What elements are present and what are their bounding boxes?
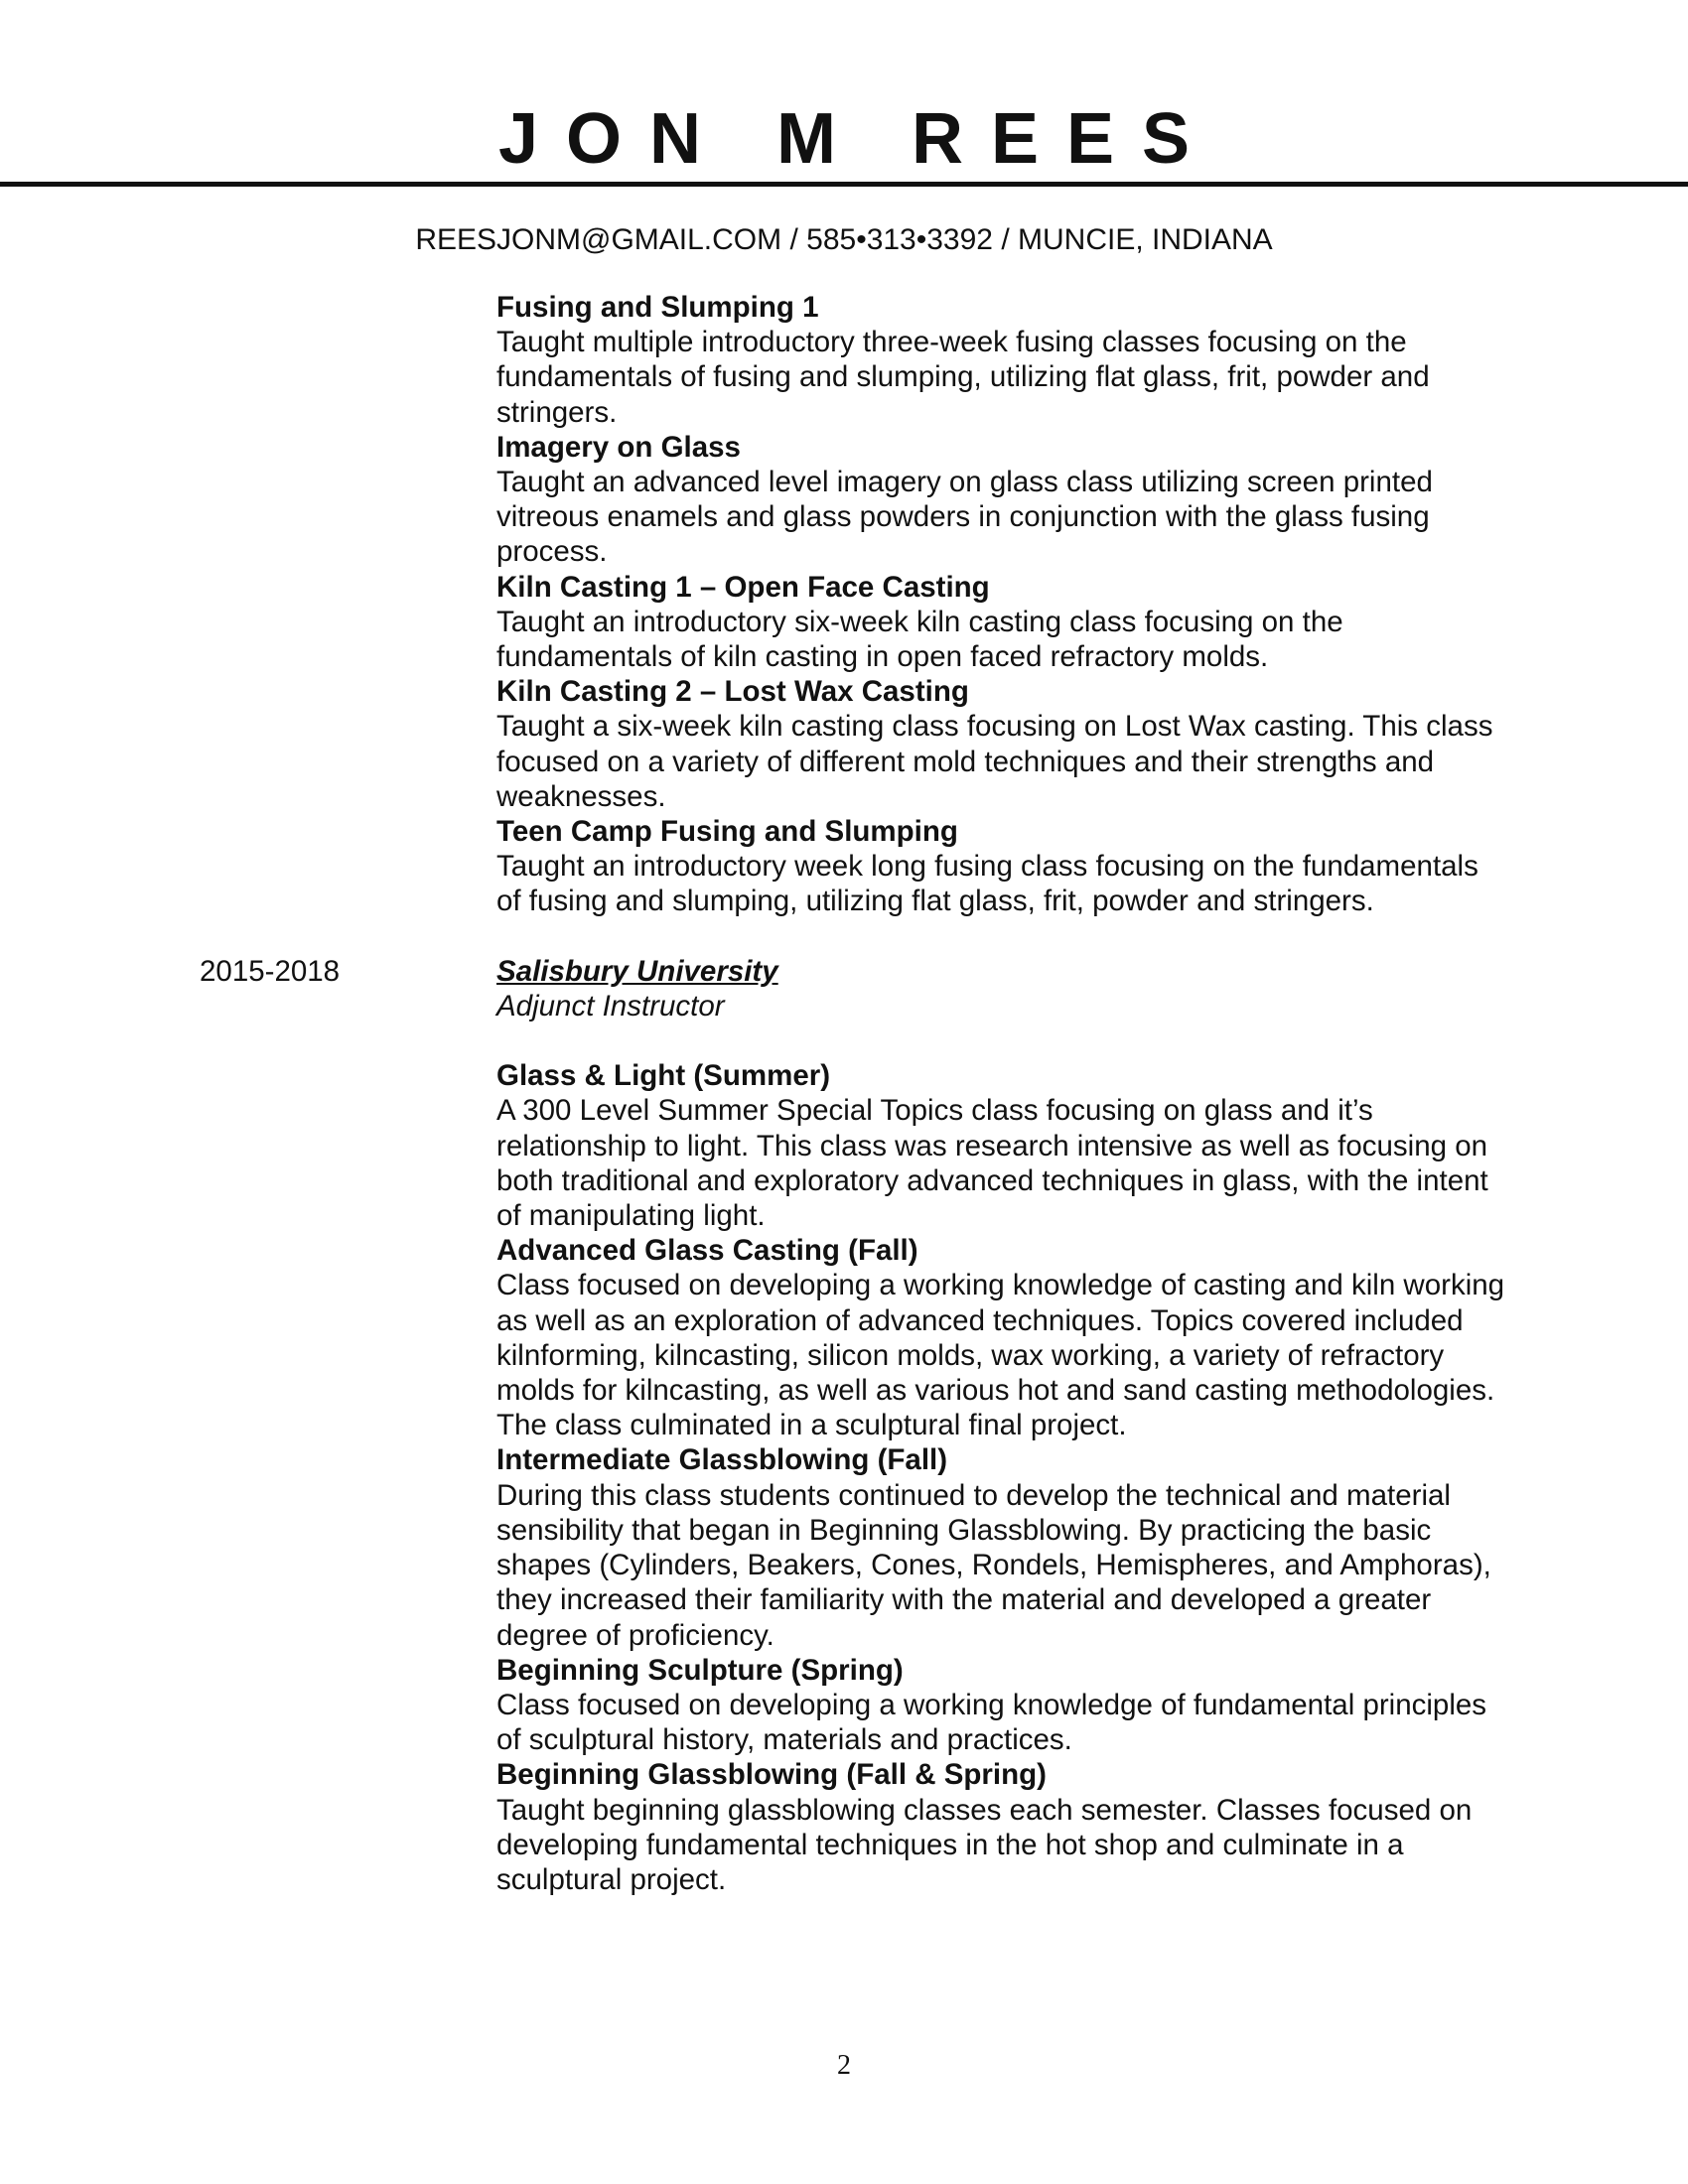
- course-description: Taught a six-week kiln casting class focusing on Lost Wax casting. This class focused on a variety of different mold techniques and their strengths and weaknesses.: [496, 710, 1493, 813]
- course-entry: [496, 1233, 1509, 1442]
- course-entry: [496, 1442, 1509, 1652]
- course-title: Advanced Glass Casting (Fall): [496, 1234, 918, 1268]
- course-description: Taught an advanced level imagery on glass class utilizing screen printed vitreous enamels and glass powders in conjunction with the glass fusing process.: [496, 466, 1433, 569]
- resume-name: JON M REES: [497, 99, 1218, 179]
- course-description: Taught beginning glassblowing classes each semester. Classes focused on developing fundamental techniques in the hot shop and culminate in a sculptural project.: [496, 1793, 1473, 1896]
- course-entry: [496, 1757, 1509, 1897]
- course-description: Taught an introductory week long fusing class focusing on the fundamentals of fusing and slumping, utilizing flat glass, frit, powder and stringers.: [496, 850, 1478, 918]
- job-dates: 2015-2018: [200, 954, 341, 988]
- course-entry: [496, 290, 1509, 430]
- course-description: During this class students continued to develop the technical and material sensibility that began in Beginning Glassblowing. By practicing the basic shapes (Cylinders, Beakers, Cones, Rondels, Hemispheres, and Amphoras), they increased their familiarity with the material and developed a greater degree of proficiency.: [496, 1478, 1491, 1652]
- course-description: Taught multiple introductory three-week fusing classes focusing on the fundamentals of fusing and slumping, utilizing flat glass, frit, powder and stringers.: [496, 326, 1430, 429]
- job-role: Adjunct Instructor: [496, 989, 725, 1023]
- course-description: Class focused on developing a working knowledge of fundamental principles of sculptural history, materials and practices.: [496, 1688, 1487, 1757]
- job-entry: [0, 954, 1688, 1897]
- course-title: Kiln Casting 2 – Lost Wax Casting: [496, 675, 969, 709]
- course-title: Intermediate Glassblowing (Fall): [496, 1443, 948, 1477]
- course-entry: [496, 1058, 1509, 1233]
- course-entry: [496, 430, 1509, 570]
- course-title: Beginning Sculpture (Spring): [496, 1653, 904, 1687]
- course-entry: [496, 1653, 1509, 1758]
- course-title: Beginning Glassblowing (Fall & Spring): [496, 1758, 1047, 1792]
- contact-line: REESJONM@GMAIL.COM / 585•313•3392 / MUNCIE, INDIANA: [415, 223, 1273, 256]
- course-title: Imagery on Glass: [496, 430, 741, 464]
- spacer: [0, 1024, 1688, 1058]
- course-entry: [496, 570, 1509, 675]
- course-title: Teen Camp Fusing and Slumping: [496, 815, 958, 849]
- course-title: Glass & Light (Summer): [496, 1059, 831, 1093]
- continued-course-list: [0, 290, 1688, 919]
- course-title: Fusing and Slumping 1: [496, 291, 819, 324]
- course-description: A 300 Level Summer Special Topics class focusing on glass and it’s relationship to light. This class was research intensive as well as focusing on both traditional and exploratory advanced techniques in glass, with the intent of manipulating light.: [496, 1094, 1488, 1233]
- course-title: Kiln Casting 1 – Open Face Casting: [496, 570, 990, 604]
- course-description: Class focused on developing a working knowledge of casting and kiln working as well as an exploration of advanced techniques. Topics covered included kilnforming, kilncasting, silicon molds, wax working, a variety of refractory molds for kilncasting, as well as various hot and sand casting methodologies. The class culminated in a sculptural final project.: [496, 1269, 1505, 1442]
- resume-body: [0, 290, 1688, 1897]
- course-entry: [496, 814, 1509, 919]
- job-institution: Salisbury University: [496, 954, 778, 988]
- course-entry: [496, 674, 1509, 814]
- course-description: Taught an introductory six-week kiln casting class focusing on the fundamentals of kiln casting in open faced refractory molds.: [496, 605, 1343, 674]
- page-number: 2: [837, 2050, 851, 2081]
- header-divider: [0, 182, 1688, 187]
